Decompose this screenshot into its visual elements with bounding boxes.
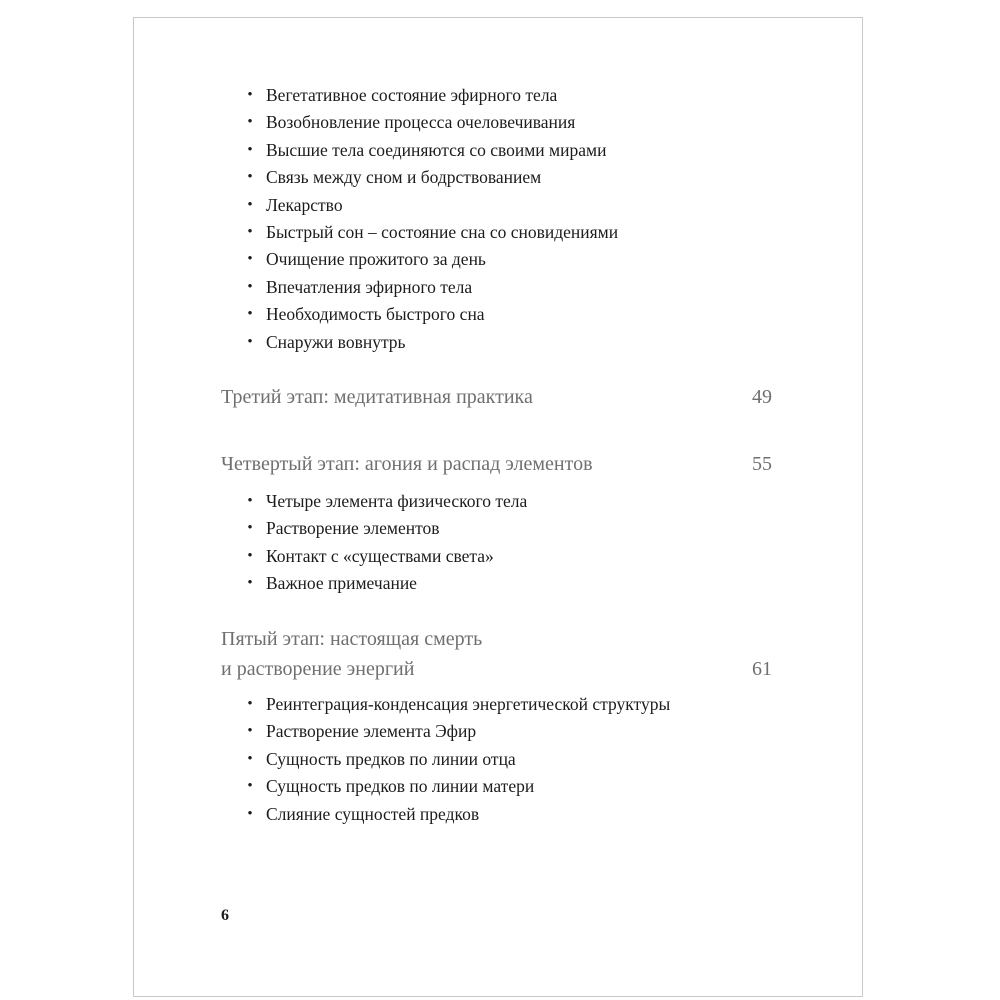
list-item-text: Очищение прожитого за день — [266, 249, 486, 270]
toc-entry-stage-5 — [221, 624, 772, 684]
list-item — [242, 246, 802, 273]
list-item-text: Вегетативное состояние эфирного тела — [266, 85, 558, 105]
list-item-text: Слияние сущностей предков — [266, 803, 480, 824]
bullet-icon: • — [247, 278, 253, 295]
list-item-text: Связь между сном и бодрствованием — [266, 167, 542, 188]
bullet-icon: • — [247, 306, 253, 323]
bullet-icon: • — [247, 723, 253, 740]
list-item-text: Сущность предков по линии отца — [266, 748, 516, 769]
list-item-text: Растворение элементов — [266, 518, 440, 539]
list-item-text: Реинтеграция-конденсация энергетической структуры — [266, 694, 671, 714]
bullet-icon: • — [247, 778, 253, 795]
bullet-icon: • — [247, 333, 253, 350]
list-item-text: Лекарство — [266, 194, 343, 215]
list-item — [242, 773, 802, 800]
toc-entry-page-number: 49 — [752, 386, 772, 408]
list-item — [242, 164, 802, 191]
list-item — [242, 718, 802, 745]
bullet-icon: • — [247, 223, 253, 240]
bullet-icon: • — [247, 87, 253, 103]
list-item-text: Важное примечание — [266, 573, 417, 594]
bullet-icon: • — [247, 575, 253, 592]
subsection-list-3 — [242, 691, 802, 828]
list-item — [242, 329, 802, 356]
list-item — [242, 274, 802, 301]
list-item — [242, 570, 802, 597]
bullet-icon: • — [247, 493, 253, 509]
list-item-text: Возобновление процесса очеловечивания — [266, 112, 576, 133]
toc-entry-title: Пятый этап: настоящая смерть и растворение энергий — [221, 628, 483, 680]
list-item — [242, 301, 802, 328]
list-item — [242, 801, 802, 828]
list-item-text: Впечатления эфирного тела — [266, 276, 473, 297]
list-item — [242, 82, 802, 109]
list-item-text: Четыре элемента физического тела — [266, 491, 528, 511]
bullet-icon: • — [247, 114, 253, 131]
toc-entry-title: Четвертый этап: агония и распад элементов — [221, 453, 593, 475]
list-item — [242, 746, 802, 773]
toc-entry-page-number: 55 — [752, 453, 772, 475]
toc-entry-page-number: 61 — [752, 658, 772, 680]
bullet-icon: • — [247, 196, 253, 213]
list-item-text: Сущность предков по линии матери — [266, 776, 535, 797]
subsection-list-2 — [242, 488, 802, 598]
bullet-icon: • — [247, 141, 253, 158]
list-item-text: Необходимость быстрого сна — [266, 304, 485, 325]
bullet-icon: • — [247, 169, 253, 186]
list-item — [242, 488, 802, 515]
list-item — [242, 691, 802, 718]
list-item-text: Контакт с «существами света» — [266, 545, 494, 566]
list-item — [242, 543, 802, 570]
bullet-icon: • — [247, 520, 253, 537]
list-item — [242, 219, 802, 246]
bullet-icon: • — [247, 805, 253, 822]
list-item-text: Высшие тела соединяются со своими мирами — [266, 139, 607, 160]
subsection-list-1 — [242, 82, 802, 356]
list-item — [242, 109, 802, 136]
list-item-text: Растворение элемента Эфир — [266, 721, 477, 742]
page-number: 6 — [221, 907, 229, 924]
bullet-icon: • — [247, 251, 253, 268]
toc-entry-stage-3 — [221, 382, 772, 412]
book-page — [133, 17, 863, 997]
toc-entry-stage-4 — [221, 449, 772, 479]
list-item-text: Снаружи вовнутрь — [266, 331, 406, 352]
bullet-icon: • — [247, 696, 253, 712]
list-item — [242, 137, 802, 164]
bullet-icon: • — [247, 547, 253, 564]
bullet-icon: • — [247, 750, 253, 767]
list-item-text: Быстрый сон – состояние сна со сновидениями — [266, 221, 619, 242]
toc-entry-title: Третий этап: медитативная практика — [221, 386, 533, 408]
list-item — [242, 515, 802, 542]
list-item — [242, 192, 802, 219]
